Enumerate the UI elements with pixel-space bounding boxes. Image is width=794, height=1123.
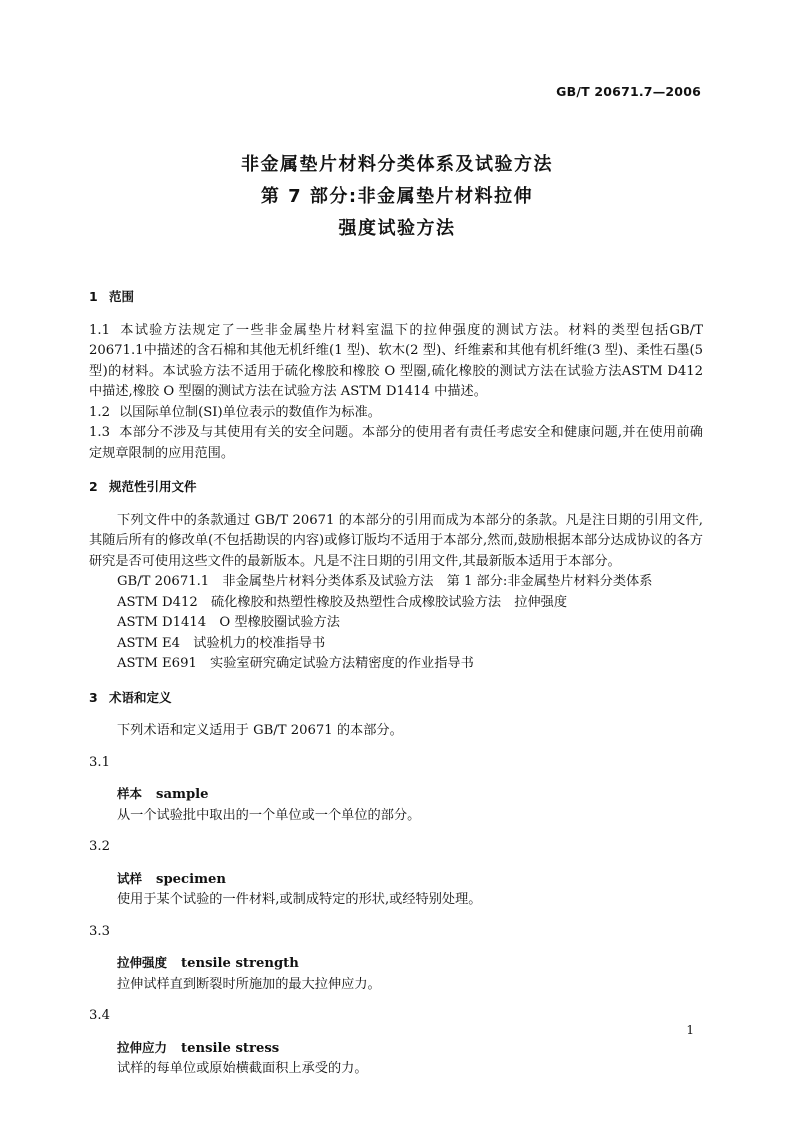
- reference-item: [89, 613, 703, 634]
- reference-code: ASTM D1414: [117, 615, 207, 630]
- clause-1-3: [89, 423, 703, 464]
- reference-code: ASTM D412: [117, 594, 198, 610]
- section-heading-scope: [89, 287, 703, 308]
- standard-number: GB/T 20671.7—2006: [556, 84, 701, 99]
- term-heading: [89, 953, 703, 975]
- section-title: 范围: [109, 289, 135, 304]
- page-number: 1: [686, 1023, 694, 1037]
- reference-code: ASTM E4: [117, 635, 181, 651]
- document-body: [89, 287, 703, 1080]
- term-zh: 样本: [117, 786, 143, 801]
- term-number: 3.2: [89, 839, 110, 854]
- term-en: tensile strength: [181, 956, 299, 971]
- reference-item: [89, 654, 703, 675]
- reference-code: ASTM E691: [117, 656, 197, 671]
- term-number: 3.4: [89, 1008, 110, 1023]
- references-intro: 下列文件中的条款通过 GB/T 20671 的本部分的引用而成为本部分的条款。凡是注日期的引用文件,其随后所有的修改单(不包括勘误的内容)或修订版均不适用于本部分,然而,鼓励根据本部分达成协议的各方研究是否可使用这些文件的最新版本。凡是不注日期的引用文件,其最新版本适用于本部分。: [89, 512, 703, 569]
- term-heading: [89, 1038, 703, 1060]
- section-number: 1: [89, 289, 98, 304]
- term-definition: 使用于某个试验的一件材料,或制成特定的形状,或经特别处理。: [117, 892, 482, 907]
- term-heading: [89, 784, 703, 806]
- reference-item: [89, 572, 703, 593]
- term-en: specimen: [156, 871, 227, 887]
- section-number: 2: [89, 479, 98, 494]
- clause-number: 1.2: [89, 404, 110, 420]
- section-heading-normative-references: [89, 477, 703, 498]
- term-definition: 试样的每单位或原始横截面积上承受的力。: [117, 1061, 368, 1076]
- reference-item: [89, 593, 703, 614]
- reference-title: 硫化橡胶和热塑性橡胶及热塑性合成橡胶试验方法 拉伸强度: [210, 594, 568, 610]
- clause-number: 1.1: [89, 322, 110, 338]
- reference-item: [89, 634, 703, 655]
- document-title-line-2: 第 7 部分:非金属垫片材料拉伸: [260, 186, 534, 207]
- term-definition: 拉伸试样直到断裂时所施加的最大拉伸应力。: [117, 976, 381, 992]
- clause-1-2: [89, 403, 703, 424]
- clause-number: 1.3: [89, 425, 110, 440]
- section-number: 3: [89, 689, 98, 705]
- term-number: 3.3: [89, 923, 110, 939]
- term-zh: 拉伸强度: [117, 955, 168, 970]
- reference-code: GB/T 20671.1: [117, 574, 210, 589]
- term-zh: 试样: [117, 870, 143, 886]
- term-en: tensile stress: [181, 1040, 280, 1056]
- reference-title: O 型橡胶圈试验方法: [219, 615, 340, 630]
- reference-title: 非金属垫片材料分类体系及试验方法 第 1 部分:非金属垫片材料分类体系: [222, 574, 653, 589]
- document-title-line-1: 非金属垫片材料分类体系及试验方法: [241, 154, 553, 175]
- clause-text: 本试验方法规定了一些非金属垫片材料室温下的拉伸强度的测试方法。材料的类型包括GB/T 20671.1中描述的含石棉和其他无机纤维(1 型)、软木(2 型)、纤维素和其他有机纤维(3 型)、柔性石墨(5 型)的材料。本试验方法不适用于硫化橡胶和橡胶 O 型圈,硫化橡胶的测试方法在试验方法ASTM D412 中描述,橡胶 O 型圈的测试方法在试验方法 ASTM D1414 中描述。: [89, 322, 703, 399]
- term-heading: [89, 869, 703, 891]
- term-definition: 从一个试验批中取出的一个单位或一个单位的部分。: [117, 807, 421, 823]
- section-title: 术语和定义: [109, 689, 172, 705]
- clause-text: 本部分不涉及与其使用有关的安全问题。本部分的使用者有责任考虑安全和健康问题,并在使用前确定规章限制的应用范围。: [89, 425, 703, 461]
- document-title-line-3: 强度试验方法: [338, 218, 456, 239]
- clause-1-1: [89, 321, 703, 403]
- reference-title: 实验室研究确定试验方法精密度的作业指导书: [210, 656, 474, 671]
- term-zh: 拉伸应力: [117, 1039, 168, 1055]
- term-number: 3.1: [89, 754, 110, 770]
- reference-title: 试验机力的校准指导书: [193, 635, 326, 651]
- section-heading-terms-definitions: [89, 688, 703, 709]
- section-title: 规范性引用文件: [109, 479, 197, 494]
- clause-text: 以国际单位制(SI)单位表示的数值作为标准。: [119, 404, 381, 420]
- term-en: sample: [156, 787, 209, 802]
- terms-intro: 下列术语和定义适用于 GB/T 20671 的本部分。: [117, 723, 403, 738]
